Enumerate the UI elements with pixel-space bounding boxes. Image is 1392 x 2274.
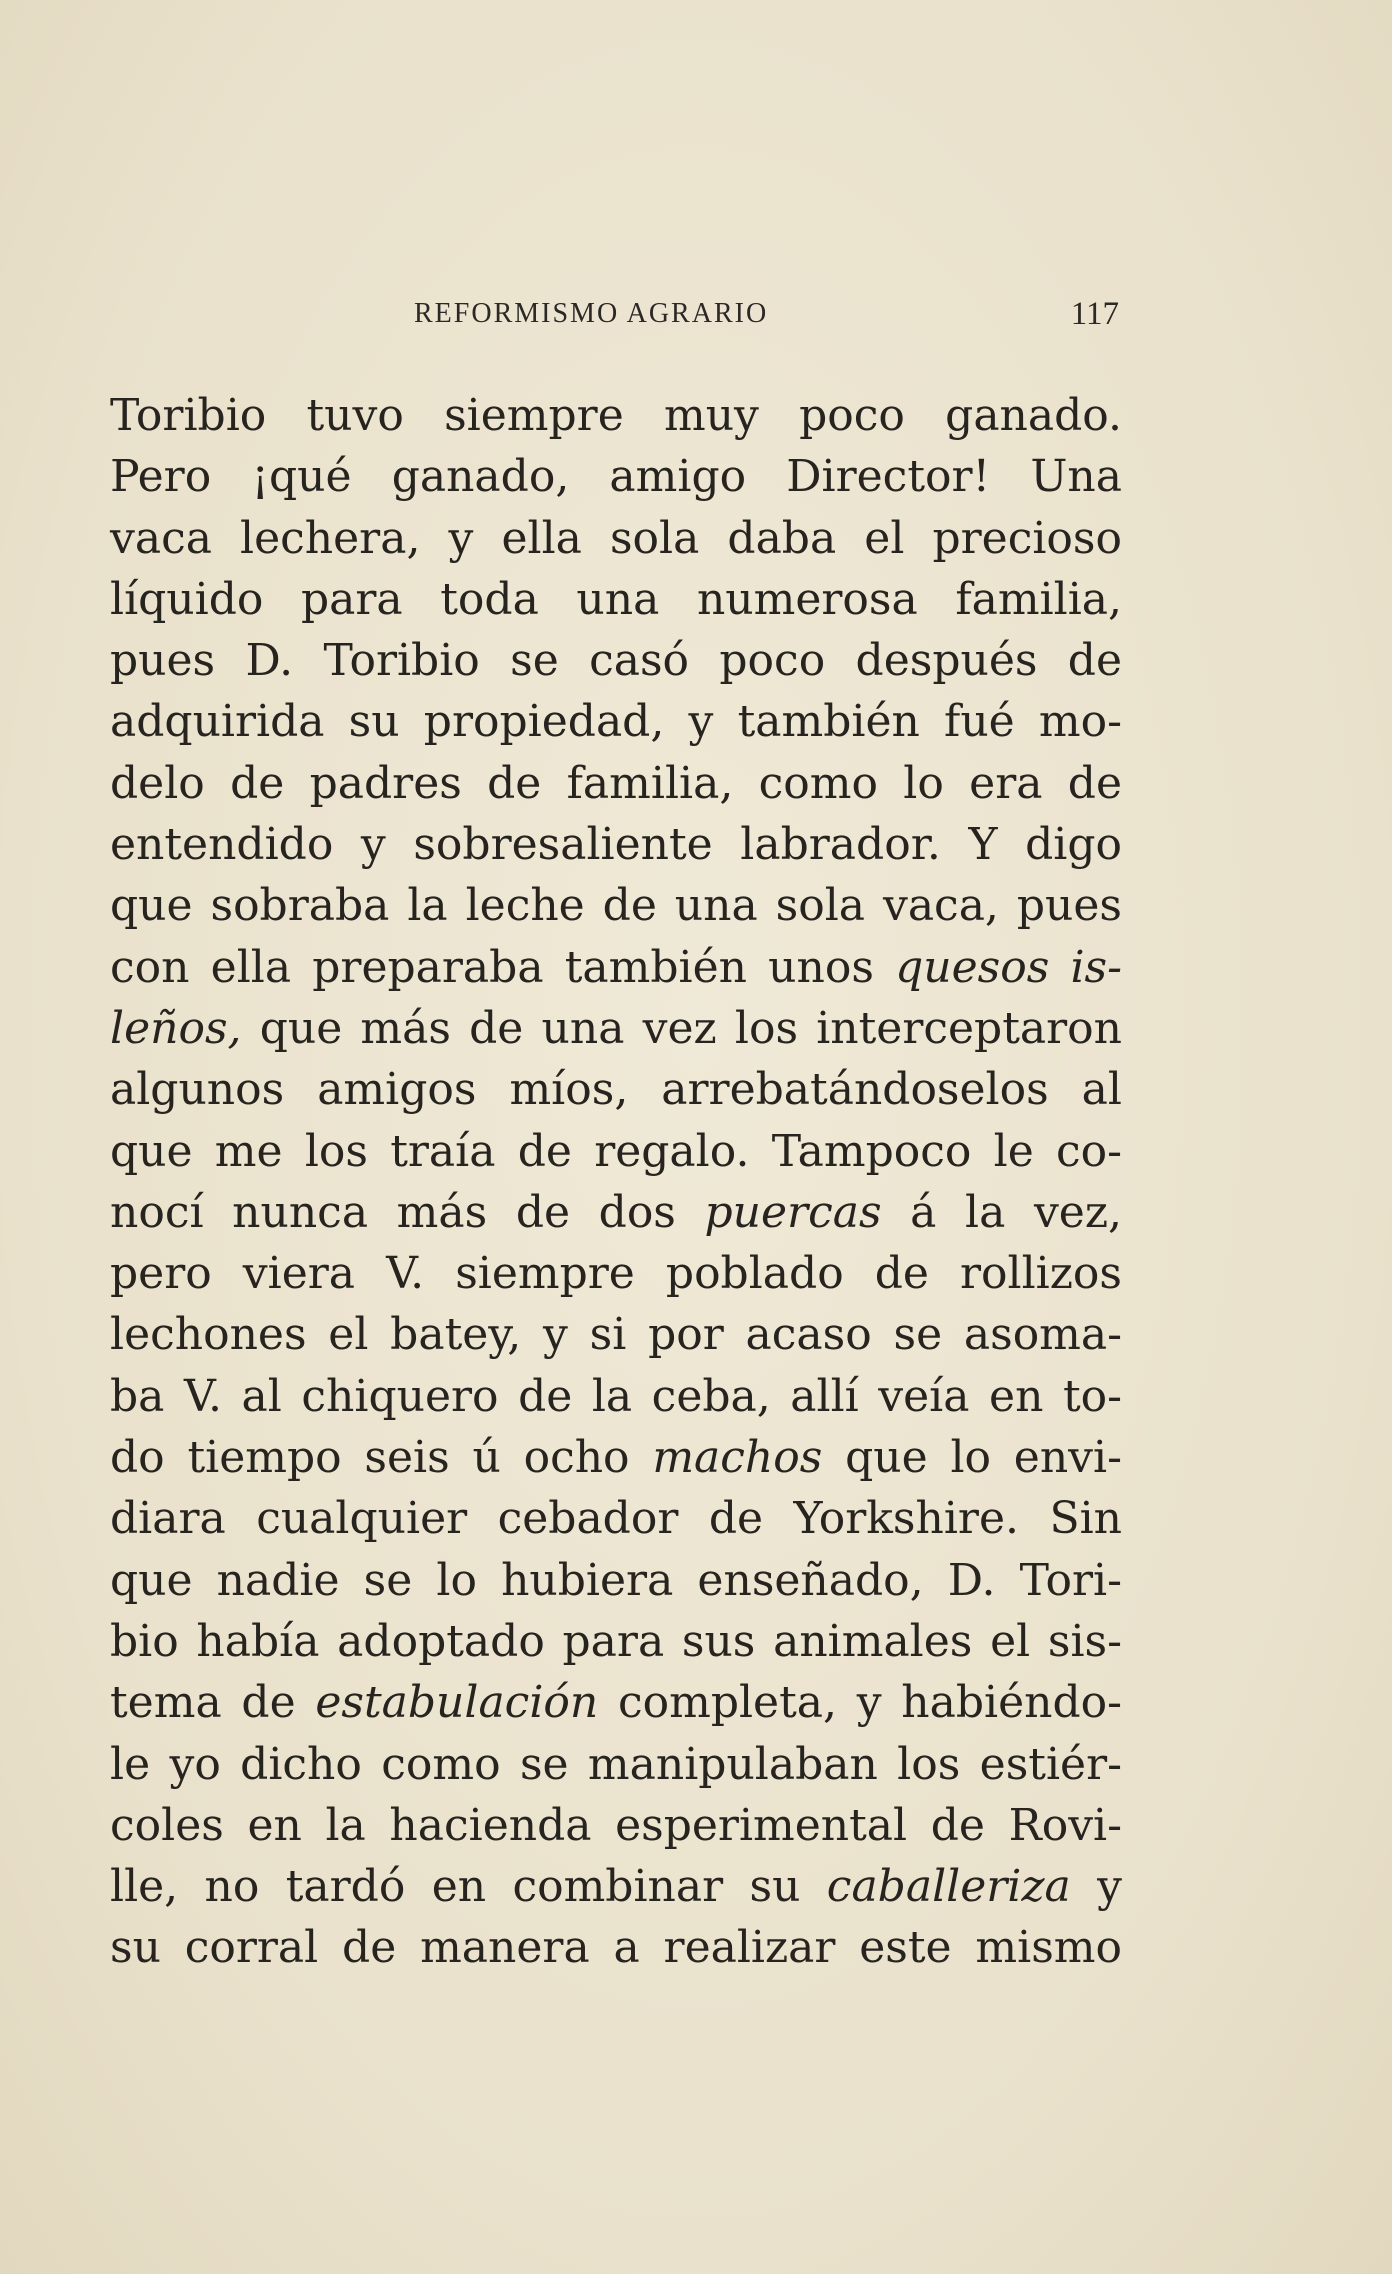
running-head [112,298,1119,338]
text-segment: coles en la hacienda esperimental de Rovi- [110,1799,1122,1851]
text-segment: que lo envi- [822,1432,1122,1484]
text-segment: bio había adoptado para sus animales el sis- [110,1615,1122,1667]
text-line [110,1366,1122,1427]
text-segment: y [1070,1861,1123,1913]
text-segment: que me los traía de regalo. Tampoco le co- [110,1125,1122,1177]
text-line [110,1734,1122,1795]
text-segment: nocí nunca más de dos [110,1186,705,1238]
running-title: REFORMISMO AGRARIO [414,298,769,329]
text-segment: ba V. al chiquero de la ceba, allí veía en to- [110,1370,1122,1422]
text-segment: do tiempo seis ú ocho [110,1432,653,1484]
text-segment: Pero ¡qué ganado, amigo Director! Una [110,451,1122,503]
text-line [110,875,1122,936]
text-segment: tema de [110,1677,316,1729]
text-line [110,508,1122,569]
text-segment: algunos amigos míos, arrebatándoselos al [110,1064,1122,1116]
text-line [110,998,1122,1059]
text-line [110,1550,1122,1611]
text-segment: á la vez, [881,1186,1123,1238]
text-segment: delo de padres de familia, como lo era de [110,757,1122,809]
text-line [110,1611,1122,1672]
text-segment: Toribio tuvo siempre muy poco ganado. [110,390,1122,441]
text-line [110,1121,1122,1182]
text-line [110,385,1122,446]
text-line [110,753,1122,814]
text-segment: con ella preparaba también unos [110,941,896,993]
text-line [110,937,1122,998]
text-segment: que más de una vez los interceptaron [241,1002,1122,1054]
italic-text: quesos is- [895,941,1122,993]
text-segment: pues D. Toribio se casó poco después de [110,635,1122,687]
text-segment: lle, no tardó en combinar su [110,1861,827,1913]
text-segment: su corral de manera a realizar este mismo [110,1922,1122,1974]
text-line [110,1917,1122,1978]
text-line [110,569,1122,630]
text-segment: pero viera V. siempre poblado de rollizos [110,1248,1122,1300]
text-line [110,1304,1122,1365]
text-segment: diara cualquier cebador de Yorkshire. Sin [110,1493,1122,1545]
text-line [110,1672,1122,1733]
text-line [110,1427,1122,1488]
text-line [110,1243,1122,1304]
text-line [110,814,1122,875]
text-line [110,1795,1122,1856]
text-segment: adquirida su propiedad, y también fué mo- [110,696,1122,748]
text-segment: que nadie se lo hubiera enseñado, D. Tori- [110,1554,1122,1606]
text-segment: que sobraba la leche de una sola vaca, pues [110,880,1122,932]
page-number: 117 [1070,296,1119,332]
italic-text: leños, [110,1002,242,1054]
text-line [110,446,1122,507]
text-line [110,691,1122,752]
text-segment: le yo dicho como se manipulaban los estiér- [110,1738,1122,1790]
text-segment: entendido y sobresaliente labrador. Y digo [110,819,1122,871]
text-line [110,1059,1122,1120]
text-line [110,1182,1122,1243]
text-segment: líquido para toda una numerosa familia, [110,573,1122,625]
italic-text: puercas [704,1186,882,1238]
text-line [110,1856,1122,1917]
text-line [110,630,1122,691]
body-text [110,385,1122,1979]
text-line [110,1488,1122,1549]
text-segment: vaca lechera, y ella sola daba el precioso [110,512,1122,564]
text-segment: completa, y habiéndo- [598,1677,1123,1729]
text-segment: lechones el batey, y si por acaso se asoma- [110,1309,1122,1361]
italic-text: machos [652,1432,823,1484]
italic-text: caballeriza [826,1861,1071,1913]
italic-text: estabulación [315,1677,599,1729]
